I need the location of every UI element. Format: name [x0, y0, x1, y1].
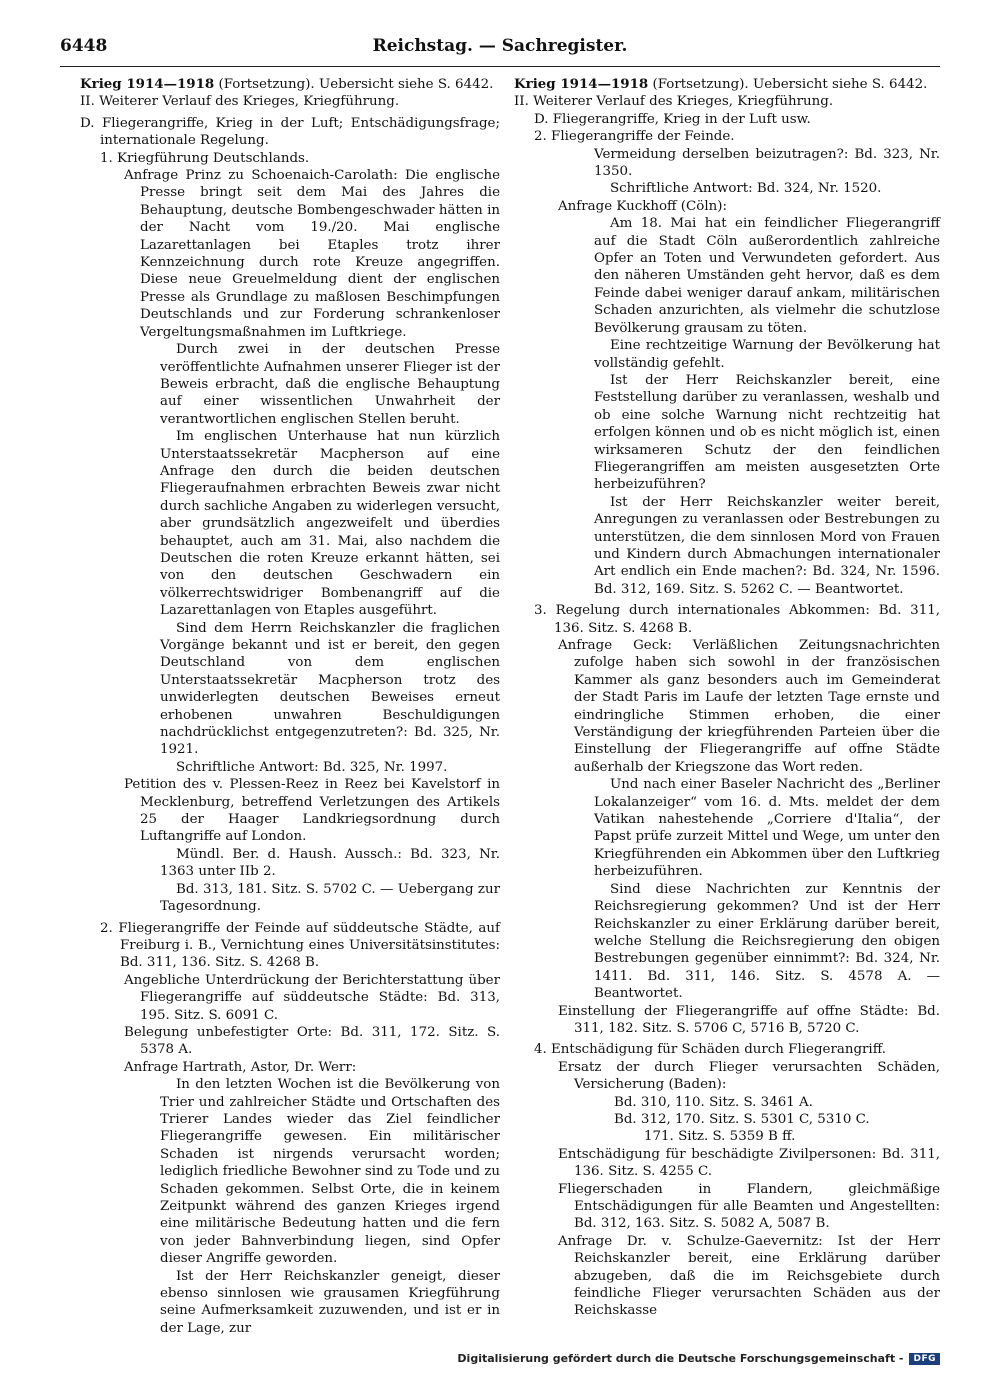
subsection-3: 3. Regelung durch internationales Abkommen: Bd. 311, 136. Sitz. S. 4268 B.: [534, 603, 940, 636]
header-rule: [60, 66, 940, 67]
section-heading: [80, 76, 500, 93]
written-answer: Schriftliche Antwort: Bd. 324, Nr. 1520.: [610, 181, 882, 197]
subsection-4: 4. Entschädigung für Schäden durch Fliegerangriff.: [534, 1042, 887, 1058]
left-column: [80, 76, 500, 1337]
paragraph: Durch zwei in der deutschen Presse veröffentlichte Aufnahmen unserer Flieger ist der Beweis erbracht, daß die englische Behauptung auf einer wissentlichen Unwahrheit der verantwortlichen englischen Stellen beruht.: [160, 342, 500, 427]
part-ii: II. Weiterer Verlauf des Krieges, Kriegführung.: [80, 94, 400, 110]
paragraph: Und nach einer Baseler Nachricht des „Berliner Lokalanzeiger“ vom 16. d. Mts. meldet der dem Vatikan nahestehende „Corriere d'Italia“, der Papst prüfe zurzeit Mittel und Wege, um unter den Kriegführenden ein Abkommen über den Luftkrieg herbeizuführen.: [594, 777, 940, 880]
entry-flandern: Fliegerschaden in Flandern, gleichmäßige Entschädigungen für alle Beamten und Angestellten: Bd. 312, 163. Sitz. S. 5082 A, 5087 B.: [558, 1181, 940, 1232]
reference: Bd. 313, 181. Sitz. S. 5702 C. — Uebergang zur Tagesordnung.: [160, 881, 500, 915]
reference: Bd. 312, 170. Sitz. S. 5301 C, 5310 C.: [614, 1111, 870, 1127]
subsection-2: 2. Fliegerangriffe der Feinde.: [534, 129, 735, 145]
paragraph: Eine rechtzeitige Warnung der Bevölkerung hat vollständig gefehlt.: [594, 338, 940, 371]
petition: Petition des v. Plessen-Reez in Reez bei Kavelstorf in Mecklenburg, betreffend Verletzungen des Artikels 25 der Haager Landkriegsordnung durch Luftangriffe auf London.: [124, 777, 500, 845]
subsection-1: 1. Kriegführung Deutschlands.: [100, 150, 310, 166]
paragraph: In den letzten Wochen ist die Bevölkerung von Trier und zahlreicher Städte und Ortschaften des Trierer Landes wieder das Ziel feindlicher Fliegerangriffe gewesen. Ein militärischer Schaden ist nirgends verursacht worden; lediglich friedliche Bewohner sind zu Tode und zu Schaden gekommen. Selbst Orte, die in keinem Zeitpunkt während des ganzen Krieges irgend eine militärische Bedeutung hatten und die fern von jeder Bahnverbindung liegen, sind Opfer dieser Angriffe geworden.: [160, 1077, 500, 1267]
paragraph: Ist der Herr Reichskanzler weiter bereit, Anregungen zu veranlassen oder Bestrebungen zu unterstützen, die dem sinnlosen Mord von Frauen und Kindern durch Abmachungen internationaler Art endlich ein Ende machen?: Bd. 324, Nr. 1596. Bd. 312, 169. Sitz. S. 5262 C. — Beantwortet.: [594, 494, 940, 597]
right-column: [514, 76, 940, 1320]
heading-bold: Krieg 1914—1918: [80, 76, 215, 92]
entry-einstellung: Einstellung der Fliegerangriffe auf offne Städte: Bd. 311, 182. Sitz. S. 5706 C, 5716 B, 5720 C.: [558, 1003, 940, 1036]
footer: [457, 1352, 940, 1365]
anfrage-kuckhoff: Anfrage Kuckhoff (Cöln):: [558, 198, 727, 214]
paragraph: Im englischen Unterhause hat nun kürzlich Unterstaatssekretär Macpherson auf eine Anfrage den durch die beiden deutschen Fliegeraufnahmen erbrachten Beweis zwar nicht durch sachliche Angaben zu widerlegen versucht, aber grundsätzlich angezweifelt und überdies behauptet, auch am 31. Mai, also nachdem die Deutschen die roten Kreuze erkannt hätten, sei von den deutschen Geschwadern ein völkerrechtswidriger Bombenangriff auf die Lazarettanlagen von Etaples ausgeführt.: [160, 429, 500, 619]
written-answer: Schriftliche Antwort: Bd. 325, Nr. 1997.: [176, 759, 448, 775]
heading-bold: Krieg 1914—1918: [514, 76, 649, 92]
entry-ersatz: Ersatz der durch Flieger verursachten Schäden, Versicherung (Baden):: [558, 1059, 940, 1093]
footer-text: Digitalisierung gefördert durch die Deutsche Forschungsgemeinschaft -: [457, 1352, 904, 1365]
entry-zivil: Entschädigung für beschädigte Zivilpersonen: Bd. 311, 136. Sitz. S. 4255 C.: [558, 1146, 940, 1180]
anfrage-hartrath: Anfrage Hartrath, Astor, Dr. Werr:: [124, 1059, 357, 1075]
dfg-logo: DFG: [909, 1353, 940, 1365]
heading-rest: (Fortsetzung). Uebersicht siehe S. 6442.: [214, 77, 494, 92]
entry-angebliche: Angebliche Unterdrückung der Berichterstattung über Fliegerangriffe auf süddeutsche Städte: Bd. 313, 195. Sitz. S. 6091 C.: [124, 972, 500, 1023]
continuation: Vermeidung derselben beizutragen?: Bd. 323, Nr. 1350.: [594, 146, 940, 180]
committee-report: Mündl. Ber. d. Haush. Aussch.: Bd. 323, Nr. 1363 unter IIb 2.: [160, 846, 500, 880]
page-header: [60, 36, 940, 62]
subsection-2: 2. Fliegerangriffe der Feinde auf süddeutsche Städte, auf Freiburg i. B., Vernichtung eines Universitätsinstitutes: Bd. 311, 136. Sitz. S. 4268 B.: [100, 920, 500, 971]
paragraph: Ist der Herr Reichskanzler geneigt, dieser ebenso sinnlosen wie grausamen Kriegführung seine Aufmerksamkeit zuzuwenden, und ist er in der Lage, zur: [160, 1268, 500, 1336]
anfrage-geck: Anfrage Geck: Verläßlichen Zeitungsnachrichten zufolge haben sich sowohl in der französischen Kammer als ganz besonders auch im Gemeinderat der Stadt Paris im Laufe der letzten Tage ernste und eindringliche Stimmen erhoben, die einer Verständigung der kriegführenden Parteien über die Einstellung der Fliegerangriffe auf offne Städte außerhalb der Kriegszone das Wort reden.: [558, 638, 940, 775]
part-ii: II. Weiterer Verlauf des Krieges, Kriegführung.: [514, 94, 834, 110]
part-d: D. Fliegerangriffe, Krieg in der Luft; Entschädigungsfrage; internationale Regelung.: [80, 115, 500, 149]
heading-rest: (Fortsetzung). Uebersicht siehe S. 6442.: [648, 77, 928, 92]
anfrage-schoenaich: Anfrage Prinz zu Schoenaich-Carolath: Die englische Presse bringt seit dem Mai des Jahres die Behauptung, deutsche Bombengeschwader hätten in der Nacht vom 19./20. Mai englische Lazarettanlagen bei Etaples trotz ihrer Kennzeichnung durch rote Kreuze angegriffen. Diese neue Greuelmeldung dient der englischen Presse als Grundlage zu maßlosen Beschimpfungen Deutschlands und zur Forderung schrankenloser Vergeltungsmaßnahmen im Luftkriege.: [124, 168, 500, 340]
part-d: D. Fliegerangriffe, Krieg in der Luft usw.: [534, 111, 811, 127]
section-heading: [514, 76, 940, 93]
paragraph: Ist der Herr Reichskanzler bereit, eine Feststellung darüber zu veranlassen, weshalb und ob eine solche Warnung nicht rechtzeitig hat erfolgen können und ob es nicht möglich ist, einen wirksameren Schutz der den feindlichen Fliegerangriffen am meisten ausgesetzten Orte herbeizuführen?: [594, 372, 940, 493]
reference: Bd. 310, 110. Sitz. S. 3461 A.: [614, 1094, 813, 1110]
reference: 171. Sitz. S. 5359 B ff.: [644, 1129, 796, 1145]
anfrage-schulze: Anfrage Dr. v. Schulze-Gaevernitz: Ist der Herr Reichskanzler bereit, eine Erklärung darüber abzugeben, daß die im Reichsgebiete durch feindliche Flieger verursachten Schäden aus der Reichskasse: [558, 1233, 940, 1319]
running-title: Reichstag. — Sachregister.: [372, 36, 628, 56]
paragraph: Sind dem Herrn Reichskanzler die fraglichen Vorgänge bekannt und ist er bereit, den gegen Deutschland von dem englischen Unterstaatssekretär Macpherson trotz des unwiderlegten deutschen Beweises erneut erhobenen unwahren Beschuldigungen nachdrücklichst entgegenzutreten?: Bd. 325, Nr. 1921.: [160, 620, 500, 758]
paragraph: Sind diese Nachrichten zur Kenntnis der Reichsregierung gekommen? Und ist der Herr Reichskanzler zu einer Erklärung darüber bereit, welche Stellung die Reichsregierung den obigen Bestrebungen gegenüber einnimmt?: Bd. 324, Nr. 1411. Bd. 311, 146. Sitz. S. 4578 A. — Beantwortet.: [594, 881, 940, 1002]
paragraph: Am 18. Mai hat ein feindlicher Fliegerangriff auf die Stadt Cöln außerordentlich zahlreiche Opfer an Toten und Verwundeten gefordert. Aus den näheren Umständen geht hervor, daß es dem Feinde dabei weniger darauf ankam, militärischen Schaden anzurichten, als vielmehr die schutzlose Bevölkerung grausam zu töten.: [594, 216, 940, 336]
page-number: 6448: [60, 36, 108, 56]
entry-belegung: Belegung unbefestigter Orte: Bd. 311, 172. Sitz. S. 5378 A.: [124, 1024, 500, 1058]
